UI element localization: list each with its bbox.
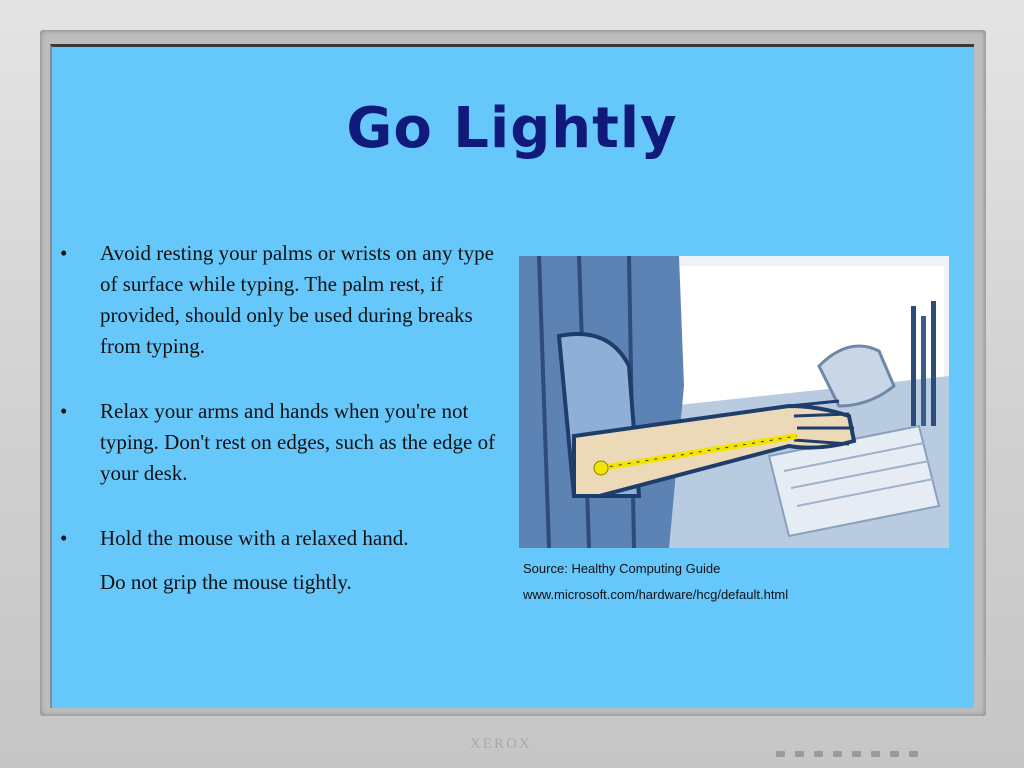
source-label: Source:	[523, 561, 568, 576]
monitor-button	[795, 751, 804, 757]
bullet-dot: •	[60, 241, 68, 265]
monitor-button	[852, 751, 861, 757]
bullet-item	[58, 396, 498, 489]
source-url: www.microsoft.com/hardware/hcg/default.html	[523, 587, 789, 602]
monitor-button	[909, 751, 918, 757]
bullet-text: Hold the mouse with a relaxed hand.	[100, 526, 409, 550]
monitor-button	[871, 751, 880, 757]
bullet-list	[58, 238, 498, 588]
monitor-buttons	[776, 744, 966, 752]
bullet-item	[58, 238, 498, 362]
bullet-item	[58, 523, 498, 554]
bullet-continuation: Do not grip the mouse tightly.	[100, 570, 352, 594]
monitor-button	[814, 751, 823, 757]
bullet-text: Avoid resting your palms or wrists on any type of surface while typing. The palm rest, if provided, should only be used during breaks from typing.	[100, 241, 494, 358]
bullet-text: Relax your arms and hands when you're not typing. Don't rest on edges, such as the edge of your desk.	[100, 399, 496, 485]
slide-title: Go Lightly	[346, 96, 678, 161]
monitor-brand-logo: XEROX	[470, 736, 532, 752]
image-source	[523, 561, 720, 576]
bullet-dot: •	[60, 526, 68, 550]
source-text: Healthy Computing Guide	[571, 561, 721, 576]
bullet-dot: •	[60, 399, 68, 423]
monitor-button	[890, 751, 899, 757]
monitor-button	[776, 751, 785, 757]
arm-typing-image	[519, 256, 949, 548]
ergonomic-arm-illustration	[519, 256, 949, 548]
monitor-button	[833, 751, 842, 757]
